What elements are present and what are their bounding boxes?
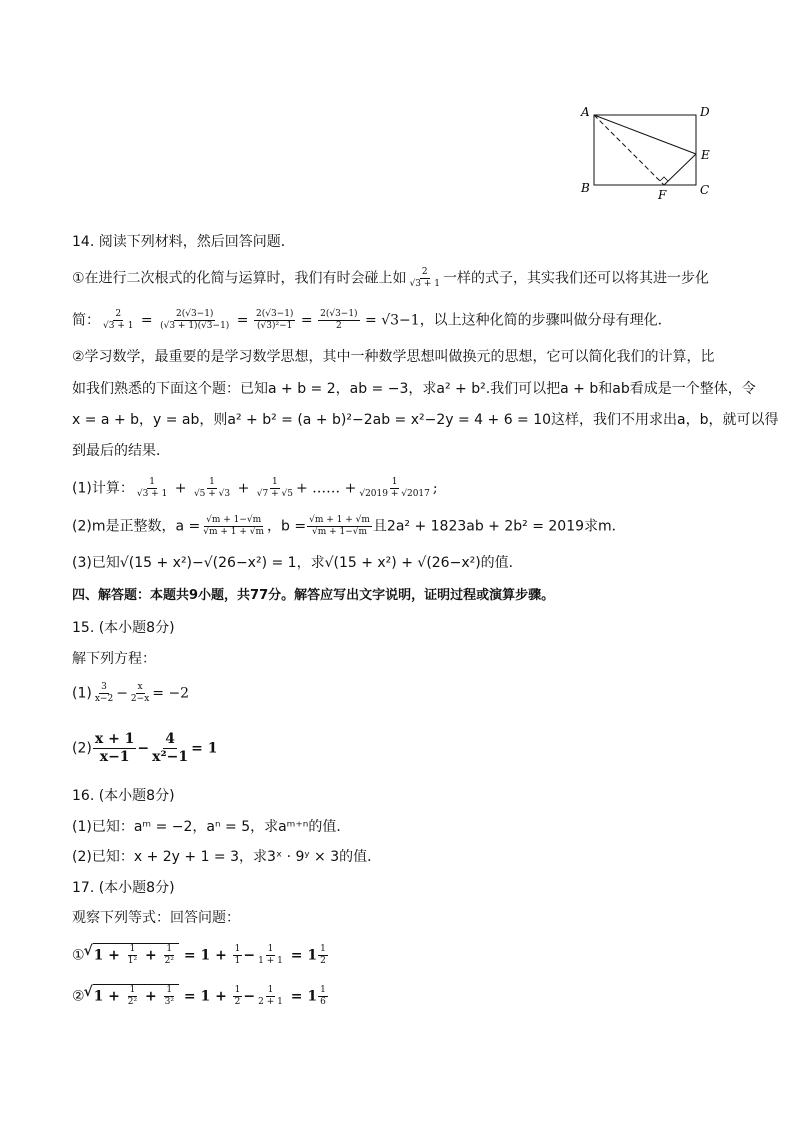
label-f: F	[658, 188, 667, 202]
label-c: C	[700, 183, 710, 197]
section-4-heading: 四、解答题：本题共9小题，共77分。解答应写出文字说明，证明过程或演算步骤。	[72, 588, 555, 603]
label-d: D	[700, 105, 710, 119]
label-a: A	[581, 105, 590, 119]
label-e: E	[701, 148, 710, 162]
q17-title: 17. (本小题8分)	[72, 880, 175, 896]
q14-title: 14. 阅读下列材料，然后回答问题．	[72, 234, 295, 250]
q17-intro: 观察下列等式：回答问题：	[72, 910, 240, 926]
q14-sub-3: (3)已知√(15 + x²)−√(26−x²) = 1，求√(15 + x²) + √(26−x²)的值．	[72, 555, 523, 571]
q14-sub-2: (2)m是正整数，a = $\frac{√m + 1-√m}{√m + 1 + √m}$ ，b = $\frac{√m + 1 + √m}{√m + 1-√m}$ 且2a² + 1823ab + 2b² = 2019求m．	[72, 515, 626, 537]
q14-paragraph-3: ②学习数学，最重要的是学习数学思想，其中一种数学思想叫做换元的思想，它可以简化我们的计算，比	[72, 349, 715, 365]
q15-title: 15. (本小题8分)	[72, 620, 175, 636]
q17-equation-1: ①√ 1 + $\frac{1}{\text{1²}}$ + $\frac{1}{\text{2²}}$ = 1 + $\frac{1}{1}$ − $\frac{1}{1 + 1}$ = 1 $\frac{1}{2}$	[72, 943, 329, 967]
segment-ef	[664, 154, 696, 185]
q14-sub-1: (1)计算： $\frac{1}{√3 + 1}$ + $\frac{1}{√5 + √3}$ + $\frac{1}{√7 + √5}$ + …… + $\frac{1}{√2019 + √2017}$ ;	[72, 477, 438, 499]
fraction-2-over-sqrt3plus1: $\frac{2}{√3 + 1}$	[409, 267, 441, 289]
q15-equation-1: (1) $\frac{3}{x-2}$ − $\frac{x}{2-x}$ = −2	[72, 682, 190, 704]
q14-paragraph-6: 到最后的结果．	[72, 443, 170, 459]
rectangle-figure	[576, 100, 716, 205]
q16-title: 16. (本小题8分)	[72, 788, 175, 804]
q16-line-1: (1)已知：aᵐ = −2，aⁿ = 5，求aᵐ⁺ⁿ的值．	[72, 819, 351, 835]
q14-paragraph-5: x = a + b，y = ab，则a² + b² = (a + b)²−2ab = x²−2y = 4 + 6 = 10这样，我们不用求出a，b，就可以得	[72, 412, 779, 428]
q16-line-2: (2)已知：x + 2y + 1 = 3，求3ˣ · 9ʸ × 3的值．	[72, 849, 382, 865]
q14-paragraph-1: ①在进行二次根式的化简与运算时，我们有时会碰上如 $\frac{2}{√3 + 1}$ 一样的式子，其实我们还可以将其进一步化	[72, 267, 710, 289]
q15-intro: 解下列方程：	[72, 651, 156, 667]
label-b: B	[581, 181, 590, 195]
segment-ae	[594, 115, 696, 154]
q17-equation-2: ②√ 1 + $\frac{1}{\text{2²}}$ + $\frac{1}{\text{3²}}$ = 1 + $\frac{1}{2}$ − $\frac{1}{2 + 1}$ = 1 $\frac{1}{6}$	[72, 984, 329, 1008]
q14-paragraph-4: 如我们熟悉的下面这个题：已知a + b = 2，ab = −3，求a² + b².我们可以把a + b和ab看成是一个整体，令	[72, 381, 756, 397]
q14-paragraph-2: 简： $\frac{2}{√3 + 1}$ = $\frac{2(√3-1)}{(√3 + 1)(√3-1)}$ = $\frac{2(√3-1)}{\text{(√3)²−1}}$ = $\frac{2(√3-1)}{2}$ = √3−1，以上这种化简的步骤叫做分母有理化．	[72, 309, 672, 331]
segment-af-dashed	[594, 115, 664, 185]
q15-equation-2: (2) $\frac{x + 1}{x-1}$ − $\frac{4}{\text{x²−1}}$ = 1	[72, 731, 218, 765]
rectangle-abcd	[594, 115, 696, 185]
right-angle-mark	[660, 177, 668, 181]
